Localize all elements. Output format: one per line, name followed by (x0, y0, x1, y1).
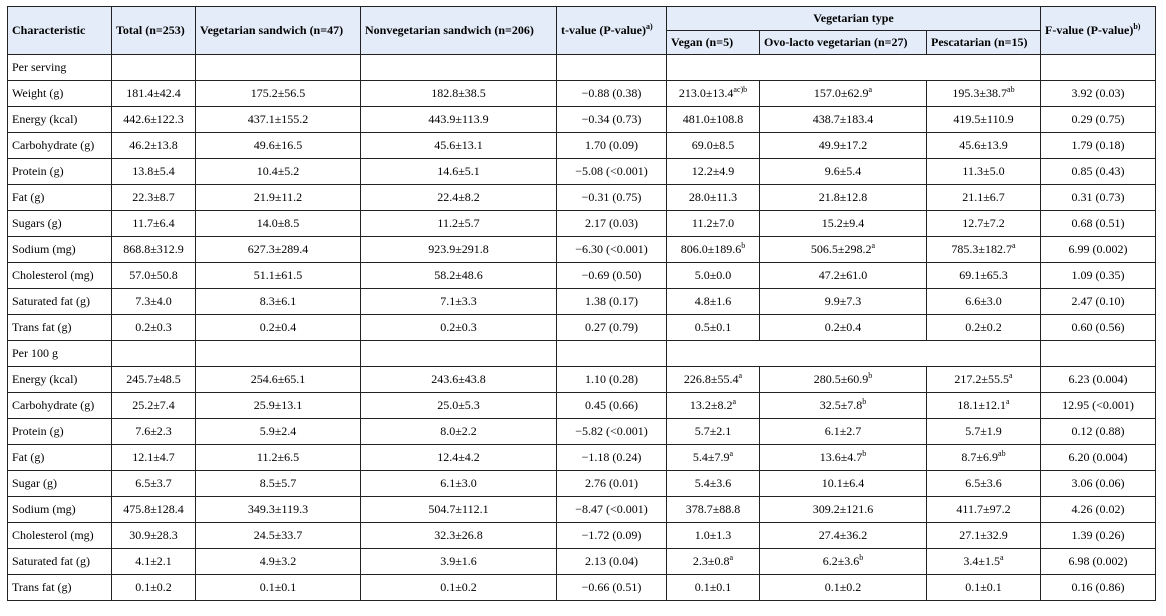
cell-total: 30.9±28.3 (112, 523, 196, 549)
table-row (8, 133, 1156, 159)
cell-vegan-value: 69.0±8.5 (691, 138, 735, 152)
cell-pesc (927, 133, 1041, 159)
cell-total: 25.2±7.4 (112, 393, 196, 419)
cell-vegan (667, 211, 760, 237)
cell-vegan-value: 28.0±11.3 (688, 190, 738, 204)
cell-total: 4.1±2.1 (112, 549, 196, 575)
cell-pesc (927, 107, 1041, 133)
cell-pesc-value: 45.6±13.9 (959, 138, 1008, 152)
cell-total: 46.2±13.8 (112, 133, 196, 159)
cell-ovo (760, 497, 927, 523)
cell-fvalue: 0.29 (0.75) (1041, 107, 1156, 133)
cell-fvalue: 1.09 (0.35) (1041, 263, 1156, 289)
cell-pesc (927, 367, 1041, 393)
cell-veg-sandwich: 24.5±33.7 (196, 523, 361, 549)
cell-fvalue: 0.16 (0.86) (1041, 575, 1156, 601)
empty-cell (196, 55, 361, 81)
cell-total: 245.7±48.5 (112, 367, 196, 393)
cell-ovo-footnote: b (862, 397, 867, 406)
cell-veg-sandwich: 25.9±13.1 (196, 393, 361, 419)
cell-total: 7.3±4.0 (112, 289, 196, 315)
cell-veg-sandwich: 21.9±11.2 (196, 185, 361, 211)
cell-nonveg-sandwich: 6.1±3.0 (361, 471, 557, 497)
cell-vegan (667, 523, 760, 549)
cell-ovo (760, 107, 927, 133)
table-row (8, 81, 1156, 107)
cell-veg-sandwich: 11.2±6.5 (196, 445, 361, 471)
cell-fvalue: 0.31 (0.73) (1041, 185, 1156, 211)
cell-veg-sandwich: 10.4±5.2 (196, 159, 361, 185)
cell-tvalue: −1.18 (0.24) (557, 445, 667, 471)
cell-vegan (667, 497, 760, 523)
cell-pesc-value: 0.1±0.1 (965, 580, 1002, 594)
cell-ovo-value: 9.6±5.4 (824, 164, 862, 178)
row-characteristic: Trans fat (g) (8, 575, 112, 601)
header-tvalue-footnote: a) (645, 22, 653, 31)
cell-nonveg-sandwich: 22.4±8.2 (361, 185, 557, 211)
table-row (8, 107, 1156, 133)
row-characteristic: Carbohydrate (g) (8, 133, 112, 159)
table-row (8, 367, 1156, 393)
cell-tvalue: −0.88 (0.38) (557, 81, 667, 107)
cell-fvalue: 1.39 (0.26) (1041, 523, 1156, 549)
cell-tvalue: −5.08 (<0.001) (557, 159, 667, 185)
cell-tvalue: −8.47 (<0.001) (557, 497, 667, 523)
cell-veg-sandwich: 437.1±155.2 (196, 107, 361, 133)
cell-vegan-footnote: a (738, 371, 743, 380)
cell-pesc-value: 21.1±6.7 (962, 190, 1005, 204)
cell-nonveg-sandwich: 923.9±291.8 (361, 237, 557, 263)
empty-cell (667, 55, 1041, 81)
cell-ovo-value: 49.9±17.2 (818, 138, 868, 152)
cell-pesc-value: 3.4±1.5 (963, 554, 1001, 568)
cell-nonveg-sandwich: 0.2±0.3 (361, 315, 557, 341)
section-row (8, 341, 1156, 367)
header-ovo-lacto: Ovo-lacto vegetarian (n=27) (760, 31, 927, 55)
empty-cell (361, 55, 557, 81)
cell-ovo-value: 32.5±7.8 (819, 398, 863, 412)
cell-ovo (760, 237, 927, 263)
cell-ovo (760, 393, 927, 419)
cell-fvalue: 1.79 (0.18) (1041, 133, 1156, 159)
table-row (8, 185, 1156, 211)
cell-pesc-value: 6.6±3.0 (965, 294, 1002, 308)
cell-vegan-value: 11.2±7.0 (691, 216, 735, 230)
header-tvalue-label: t-value (P-value) (561, 23, 646, 37)
cell-pesc (927, 237, 1041, 263)
cell-tvalue: −6.30 (<0.001) (557, 237, 667, 263)
empty-cell (667, 341, 1041, 367)
cell-total: 7.6±2.3 (112, 419, 196, 445)
cell-nonveg-sandwich: 25.0±5.3 (361, 393, 557, 419)
cell-ovo (760, 81, 927, 107)
cell-tvalue: −1.72 (0.09) (557, 523, 667, 549)
cell-vegan-value: 5.4±7.9 (692, 450, 730, 464)
cell-total: 6.5±3.7 (112, 471, 196, 497)
cell-ovo-footnote: a (871, 241, 876, 250)
table-row (8, 159, 1156, 185)
cell-vegan (667, 549, 760, 575)
empty-cell (557, 341, 667, 367)
cell-pesc-footnote: a (1006, 397, 1010, 406)
cell-ovo (760, 575, 927, 601)
cell-vegan-value: 2.3±0.8 (692, 554, 730, 568)
cell-ovo-value: 309.2±121.6 (812, 502, 874, 516)
cell-vegan (667, 289, 760, 315)
table-row (8, 211, 1156, 237)
cell-veg-sandwich: 49.6±16.5 (196, 133, 361, 159)
cell-veg-sandwich: 254.6±65.1 (196, 367, 361, 393)
cell-ovo (760, 523, 927, 549)
cell-pesc-value: 785.3±182.7 (951, 242, 1013, 256)
cell-nonveg-sandwich: 32.3±26.8 (361, 523, 557, 549)
cell-ovo-value: 0.2±0.4 (824, 320, 862, 334)
table-row (8, 445, 1156, 471)
empty-cell (112, 55, 196, 81)
cell-veg-sandwich: 627.3±289.4 (196, 237, 361, 263)
cell-pesc (927, 289, 1041, 315)
row-characteristic: Trans fat (g) (8, 315, 112, 341)
cell-tvalue: 1.10 (0.28) (557, 367, 667, 393)
cell-nonveg-sandwich: 0.1±0.2 (361, 575, 557, 601)
cell-pesc-value: 419.5±110.9 (953, 112, 1014, 126)
cell-vegan-footnote: a (732, 397, 737, 406)
empty-cell (557, 55, 667, 81)
cell-pesc-value: 411.7±97.2 (956, 502, 1011, 516)
table-row (8, 237, 1156, 263)
cell-total: 22.3±8.7 (112, 185, 196, 211)
cell-fvalue: 6.20 (0.004) (1041, 445, 1156, 471)
empty-cell (361, 341, 557, 367)
cell-vegan (667, 419, 760, 445)
cell-vegan-value: 226.8±55.4 (683, 372, 739, 386)
cell-tvalue: −5.82 (<0.001) (557, 419, 667, 445)
cell-vegan (667, 263, 760, 289)
cell-vegan-value: 5.0±0.0 (694, 268, 732, 282)
cell-pesc (927, 471, 1041, 497)
cell-pesc (927, 315, 1041, 341)
cell-ovo-value: 0.1±0.2 (824, 580, 862, 594)
nutrition-table (7, 6, 1156, 601)
cell-tvalue: 0.45 (0.66) (557, 393, 667, 419)
section-label: Per 100 g (8, 341, 112, 367)
cell-veg-sandwich: 51.1±61.5 (196, 263, 361, 289)
cell-veg-sandwich: 5.9±2.4 (196, 419, 361, 445)
cell-total: 13.8±5.4 (112, 159, 196, 185)
table-row (8, 393, 1156, 419)
cell-nonveg-sandwich: 11.2±5.7 (361, 211, 557, 237)
table-row (8, 523, 1156, 549)
cell-vegan (667, 133, 760, 159)
cell-pesc-footnote: ab (1007, 85, 1015, 94)
cell-pesc-value: 5.7±1.9 (965, 424, 1002, 438)
cell-tvalue: 2.17 (0.03) (557, 211, 667, 237)
cell-vegan-value: 806.0±189.6 (680, 242, 742, 256)
cell-vegan-value: 12.2±4.9 (691, 164, 735, 178)
cell-vegan-value: 213.0±13.4 (678, 86, 734, 100)
cell-ovo-value: 21.8±12.8 (818, 190, 868, 204)
cell-pesc (927, 419, 1041, 445)
cell-total: 57.0±50.8 (112, 263, 196, 289)
row-characteristic: Saturated fat (g) (8, 549, 112, 575)
cell-ovo (760, 367, 927, 393)
table-container (7, 6, 1156, 601)
cell-nonveg-sandwich: 14.6±5.1 (361, 159, 557, 185)
cell-vegan-value: 1.0±1.3 (694, 528, 732, 542)
cell-ovo-value: 438.7±183.4 (812, 112, 874, 126)
cell-pesc-value: 0.2±0.2 (965, 320, 1002, 334)
cell-vegan (667, 185, 760, 211)
cell-pesc-footnote: ab (998, 449, 1006, 458)
cell-pesc-value: 12.7±7.2 (962, 216, 1005, 230)
cell-pesc-value: 27.1±32.9 (959, 528, 1008, 542)
cell-ovo-value: 47.2±61.0 (818, 268, 868, 282)
cell-total: 442.6±122.3 (112, 107, 196, 133)
cell-ovo-value: 506.5±298.2 (810, 242, 872, 256)
cell-vegan-value: 481.0±108.8 (682, 112, 744, 126)
cell-veg-sandwich: 349.3±119.3 (196, 497, 361, 523)
cell-tvalue: 1.38 (0.17) (557, 289, 667, 315)
cell-fvalue: 6.98 (0.002) (1041, 549, 1156, 575)
cell-ovo-value: 6.2±3.6 (822, 554, 860, 568)
cell-nonveg-sandwich: 504.7±112.1 (361, 497, 557, 523)
cell-ovo (760, 211, 927, 237)
table-row (8, 575, 1156, 601)
cell-ovo-value: 13.6±4.7 (819, 450, 863, 464)
row-characteristic: Weight (g) (8, 81, 112, 107)
cell-ovo-value: 9.9±7.3 (824, 294, 862, 308)
cell-total: 181.4±42.4 (112, 81, 196, 107)
cell-pesc-value: 217.2±55.5 (954, 372, 1010, 386)
cell-total: 11.7±6.4 (112, 211, 196, 237)
cell-tvalue: 2.76 (0.01) (557, 471, 667, 497)
section-label: Per serving (8, 55, 112, 81)
empty-cell (1041, 341, 1156, 367)
table-row (8, 549, 1156, 575)
cell-vegan (667, 237, 760, 263)
cell-total: 475.8±128.4 (112, 497, 196, 523)
cell-pesc (927, 497, 1041, 523)
row-characteristic: Sodium (mg) (8, 497, 112, 523)
cell-pesc (927, 159, 1041, 185)
row-characteristic: Protein (g) (8, 159, 112, 185)
empty-cell (1041, 55, 1156, 81)
cell-vegan-footnote: a (729, 449, 734, 458)
header-fvalue (1041, 7, 1156, 55)
cell-ovo (760, 445, 927, 471)
cell-vegan-value: 378.7±88.8 (685, 502, 741, 516)
cell-ovo-footnote: b (868, 371, 873, 380)
cell-veg-sandwich: 4.9±3.2 (196, 549, 361, 575)
cell-nonveg-sandwich: 45.6±13.1 (361, 133, 557, 159)
cell-veg-sandwich: 0.2±0.4 (196, 315, 361, 341)
cell-vegan-value: 0.5±0.1 (694, 320, 732, 334)
cell-nonveg-sandwich: 243.6±43.8 (361, 367, 557, 393)
cell-pesc (927, 393, 1041, 419)
cell-pesc-value: 18.1±12.1 (957, 398, 1007, 412)
header-fvalue-footnote: b) (1133, 22, 1141, 31)
row-characteristic: Sugar (g) (8, 471, 112, 497)
cell-ovo-value: 6.1±2.7 (824, 424, 862, 438)
cell-ovo (760, 315, 927, 341)
cell-pesc (927, 185, 1041, 211)
cell-fvalue: 6.99 (0.002) (1041, 237, 1156, 263)
header-vegetarian-type: Vegetarian type (667, 7, 1041, 31)
cell-ovo-value: 10.1±6.4 (821, 476, 865, 490)
cell-vegan (667, 107, 760, 133)
header-characteristic: Characteristic (8, 7, 112, 55)
cell-pesc-value: 195.3±38.7 (952, 86, 1008, 100)
cell-fvalue: 2.47 (0.10) (1041, 289, 1156, 315)
row-characteristic: Saturated fat (g) (8, 289, 112, 315)
cell-vegan-value: 5.4±3.6 (694, 476, 732, 490)
cell-fvalue: 0.60 (0.56) (1041, 315, 1156, 341)
cell-tvalue: 1.70 (0.09) (557, 133, 667, 159)
table-row (8, 315, 1156, 341)
cell-pesc-value: 8.7±6.9 (961, 450, 999, 464)
cell-fvalue: 3.92 (0.03) (1041, 81, 1156, 107)
table-row (8, 419, 1156, 445)
table-row (8, 263, 1156, 289)
cell-pesc-value: 11.3±5.0 (962, 164, 1005, 178)
empty-cell (196, 341, 361, 367)
cell-veg-sandwich: 14.0±8.5 (196, 211, 361, 237)
cell-nonveg-sandwich: 3.9±1.6 (361, 549, 557, 575)
table-row (8, 497, 1156, 523)
cell-ovo (760, 549, 927, 575)
cell-fvalue: 0.68 (0.51) (1041, 211, 1156, 237)
cell-vegan-value: 5.7±2.1 (694, 424, 732, 438)
cell-ovo-footnote: a (868, 85, 873, 94)
cell-veg-sandwich: 0.1±0.1 (196, 575, 361, 601)
row-characteristic: Cholesterol (mg) (8, 263, 112, 289)
cell-ovo (760, 471, 927, 497)
row-characteristic: Energy (kcal) (8, 367, 112, 393)
cell-total: 868.8±312.9 (112, 237, 196, 263)
row-characteristic: Fat (g) (8, 445, 112, 471)
cell-pesc-footnote: a (1012, 241, 1016, 250)
cell-vegan (667, 393, 760, 419)
cell-tvalue: −0.34 (0.73) (557, 107, 667, 133)
cell-pesc-value: 69.1±65.3 (959, 268, 1008, 282)
cell-nonveg-sandwich: 58.2±48.6 (361, 263, 557, 289)
cell-vegan (667, 367, 760, 393)
table-row (8, 471, 1156, 497)
cell-ovo (760, 159, 927, 185)
cell-ovo-footnote: b (862, 449, 867, 458)
table-row (8, 289, 1156, 315)
cell-vegan-footnote: ac)b (733, 85, 748, 94)
cell-tvalue: 0.27 (0.79) (557, 315, 667, 341)
cell-pesc (927, 211, 1041, 237)
header-nonveg-sandwich: Nonvegetarian sandwich (n=206) (361, 7, 557, 55)
cell-vegan (667, 575, 760, 601)
cell-veg-sandwich: 8.5±5.7 (196, 471, 361, 497)
cell-ovo-value: 157.0±62.9 (813, 86, 869, 100)
table-header (8, 7, 1156, 55)
cell-pesc (927, 549, 1041, 575)
cell-ovo (760, 133, 927, 159)
row-characteristic: Sugars (g) (8, 211, 112, 237)
row-characteristic: Fat (g) (8, 185, 112, 211)
cell-nonveg-sandwich: 7.1±3.3 (361, 289, 557, 315)
row-characteristic: Carbohydrate (g) (8, 393, 112, 419)
cell-fvalue: 6.23 (0.004) (1041, 367, 1156, 393)
cell-veg-sandwich: 8.3±6.1 (196, 289, 361, 315)
cell-vegan (667, 315, 760, 341)
header-tvalue (557, 7, 667, 55)
cell-fvalue: 4.26 (0.02) (1041, 497, 1156, 523)
cell-nonveg-sandwich: 8.0±2.2 (361, 419, 557, 445)
header-veg-sandwich: Vegetarian sandwich (n=47) (196, 7, 361, 55)
table-body (8, 55, 1156, 601)
cell-fvalue: 3.06 (0.06) (1041, 471, 1156, 497)
row-characteristic: Sodium (mg) (8, 237, 112, 263)
cell-ovo (760, 419, 927, 445)
header-pescatarian: Pescatarian (n=15) (927, 31, 1041, 55)
cell-vegan-value: 4.8±1.6 (694, 294, 732, 308)
cell-vegan-value: 13.2±8.2 (689, 398, 733, 412)
cell-ovo (760, 289, 927, 315)
cell-pesc-value: 6.5±3.6 (965, 476, 1002, 490)
cell-vegan (667, 471, 760, 497)
cell-pesc-footnote: a (1009, 371, 1013, 380)
cell-pesc (927, 523, 1041, 549)
cell-pesc (927, 263, 1041, 289)
cell-vegan (667, 445, 760, 471)
cell-nonveg-sandwich: 182.8±38.5 (361, 81, 557, 107)
cell-ovo-footnote: b (859, 553, 864, 562)
cell-tvalue: 2.13 (0.04) (557, 549, 667, 575)
header-total: Total (n=253) (112, 7, 196, 55)
cell-total: 12.1±4.7 (112, 445, 196, 471)
cell-vegan (667, 159, 760, 185)
header-vegan: Vegan (n=5) (667, 31, 760, 55)
empty-cell (112, 341, 196, 367)
cell-pesc (927, 445, 1041, 471)
cell-total: 0.2±0.3 (112, 315, 196, 341)
cell-pesc-footnote: a (1000, 553, 1004, 562)
cell-fvalue: 0.12 (0.88) (1041, 419, 1156, 445)
cell-pesc (927, 81, 1041, 107)
cell-ovo (760, 263, 927, 289)
row-characteristic: Cholesterol (mg) (8, 523, 112, 549)
cell-ovo-value: 280.5±60.9 (813, 372, 869, 386)
cell-tvalue: −0.66 (0.51) (557, 575, 667, 601)
cell-vegan-footnote: b (741, 241, 746, 250)
row-characteristic: Energy (kcal) (8, 107, 112, 133)
header-fvalue-label: F-value (P-value) (1045, 23, 1134, 37)
cell-fvalue: 12.95 (<0.001) (1041, 393, 1156, 419)
cell-vegan (667, 81, 760, 107)
cell-total: 0.1±0.2 (112, 575, 196, 601)
cell-ovo-value: 15.2±9.4 (821, 216, 865, 230)
cell-nonveg-sandwich: 12.4±4.2 (361, 445, 557, 471)
cell-nonveg-sandwich: 443.9±113.9 (361, 107, 557, 133)
cell-veg-sandwich: 175.2±56.5 (196, 81, 361, 107)
cell-tvalue: −0.31 (0.75) (557, 185, 667, 211)
section-row (8, 55, 1156, 81)
cell-fvalue: 0.85 (0.43) (1041, 159, 1156, 185)
row-characteristic: Protein (g) (8, 419, 112, 445)
cell-vegan-value: 0.1±0.1 (694, 580, 732, 594)
cell-ovo (760, 185, 927, 211)
cell-pesc (927, 575, 1041, 601)
cell-vegan-footnote: a (729, 553, 734, 562)
cell-tvalue: −0.69 (0.50) (557, 263, 667, 289)
cell-ovo-value: 27.4±36.2 (818, 528, 868, 542)
